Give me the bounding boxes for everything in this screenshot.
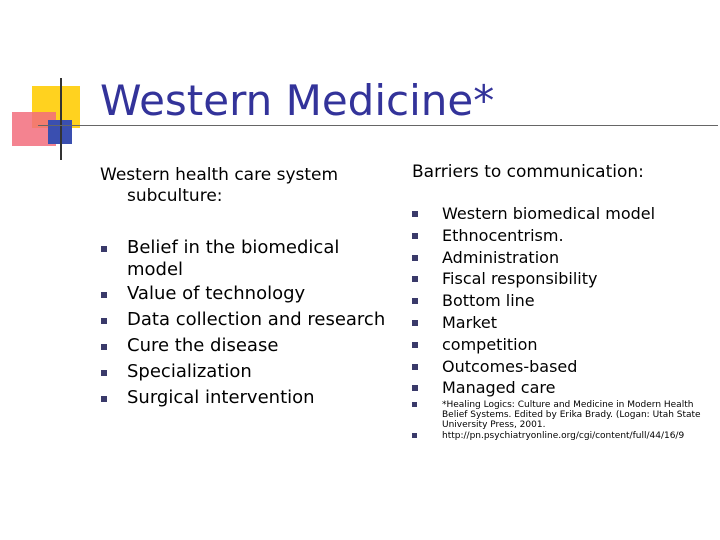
square-bullet-icon <box>412 233 418 239</box>
left-column-heading <box>100 165 370 207</box>
square-bullet-icon <box>412 385 418 391</box>
list-item-text: Managed care <box>442 378 556 398</box>
list-item-text: competition <box>442 334 538 354</box>
footnote-text: University Press, 2001. <box>442 420 546 431</box>
square-bullet-icon <box>412 211 418 217</box>
square-bullet-icon <box>101 246 107 252</box>
footnote-text: Belief Systems. Edited by Erika Brady. (Logan: Utah State <box>442 410 701 421</box>
list-item <box>412 334 712 356</box>
square-bullet-icon <box>412 298 418 304</box>
slide-title: Western Medicine* <box>100 76 495 125</box>
list-item <box>100 333 390 359</box>
list-item <box>412 377 712 399</box>
square-bullet-icon <box>412 255 418 261</box>
list-item-text: Cure the disease <box>127 335 279 356</box>
list-item-text: Administration <box>442 247 560 267</box>
list-item <box>100 385 390 411</box>
list-item <box>412 290 712 312</box>
list-item <box>412 356 712 378</box>
list-item <box>100 359 390 385</box>
list-item <box>100 237 390 281</box>
right-bullet-list <box>412 203 712 441</box>
list-item-text: Outcomes-based <box>442 356 578 376</box>
list-item-text: Value of technology <box>127 283 306 304</box>
square-bullet-icon <box>101 396 107 402</box>
list-item <box>412 225 712 247</box>
square-bullet-icon <box>101 318 107 324</box>
square-bullet-icon <box>101 370 107 376</box>
square-bullet-icon <box>412 320 418 326</box>
left-bullet-list <box>100 237 390 411</box>
list-item-text: Surgical intervention <box>127 387 315 408</box>
list-item-text: Bottom line <box>442 291 535 311</box>
list-item <box>100 307 390 333</box>
left-heading-line: subculture: <box>127 186 223 206</box>
list-item <box>412 268 712 290</box>
left-heading-line: Western health care system <box>100 165 339 185</box>
footnote-link[interactable]: http://pn.psychiatryonline.org/cgi/content/full/44/16/9 <box>442 431 685 442</box>
list-item <box>412 312 712 334</box>
right-column-heading: Barriers to communication: <box>412 162 644 182</box>
list-item <box>412 247 712 269</box>
list-item <box>412 203 712 225</box>
footnote-item <box>412 400 712 430</box>
list-item-text: Market <box>442 312 497 332</box>
list-item-text: model <box>127 259 184 280</box>
square-bullet-icon <box>101 344 107 350</box>
list-item-text: Data collection and research <box>127 309 386 330</box>
square-bullet-icon <box>412 402 417 407</box>
list-item-text: Specialization <box>127 361 252 382</box>
square-bullet-icon <box>412 364 418 370</box>
list-item-text: Belief in the biomedical <box>127 237 340 258</box>
square-bullet-icon <box>412 276 418 282</box>
footnote-item <box>412 431 712 441</box>
square-bullet-icon <box>412 433 417 438</box>
footnote-text: *Healing Logics: Culture and Medicine in Modern Health <box>442 400 694 411</box>
square-bullet-icon <box>101 292 107 298</box>
list-item-text: Western biomedical model <box>442 204 656 223</box>
decorative-vertical-line <box>60 78 62 160</box>
square-bullet-icon <box>412 342 418 348</box>
list-item-text: Fiscal responsibility <box>442 269 598 289</box>
list-item <box>100 281 390 307</box>
list-item-text: Ethnocentrism. <box>442 225 564 245</box>
title-underline <box>38 125 718 126</box>
